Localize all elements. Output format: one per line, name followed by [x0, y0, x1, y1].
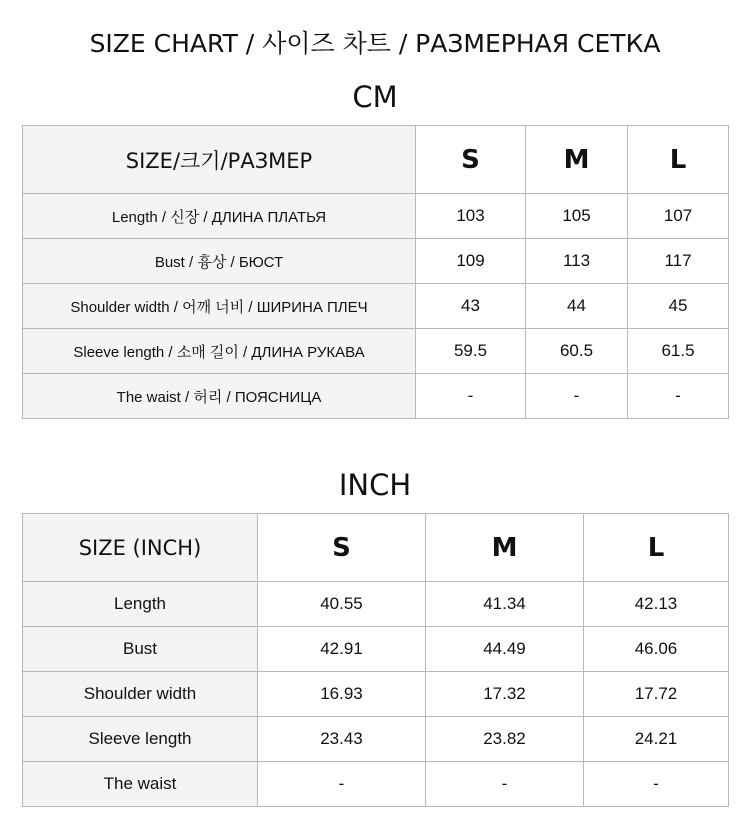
cell-value: 41.34 [426, 582, 584, 627]
cell-value: 113 [526, 239, 628, 284]
row-label: Shoulder width [23, 672, 258, 717]
table-row [23, 627, 729, 672]
table-row [23, 717, 729, 762]
cell-value: 43 [416, 284, 526, 329]
table-row [23, 374, 729, 419]
table-row [23, 239, 729, 284]
cell-value: - [584, 762, 729, 807]
cm-section-heading: CM [352, 80, 398, 114]
cell-value: - [426, 762, 584, 807]
cell-value: 44.49 [426, 627, 584, 672]
table-row [23, 672, 729, 717]
row-label: Shoulder width / 어깨 너비 / ШИРИНА ПЛЕЧ [23, 284, 416, 329]
cell-value: 42.91 [258, 627, 426, 672]
cm-header-row [23, 126, 729, 194]
cell-value: 23.43 [258, 717, 426, 762]
table-row [23, 762, 729, 807]
inch-size-table [22, 513, 729, 807]
cell-value: 107 [628, 194, 729, 239]
page-title: SIZE CHART / 사이즈 차트 / РАЗМЕРНАЯ СЕТКА [89, 29, 661, 58]
cell-value: 17.72 [584, 672, 729, 717]
cell-value: 59.5 [416, 329, 526, 374]
table-row [23, 284, 729, 329]
cell-value: 23.82 [426, 717, 584, 762]
cm-header-size-m: M [526, 126, 628, 194]
cell-value: 61.5 [628, 329, 729, 374]
cell-value: 103 [416, 194, 526, 239]
cm-header-size-s: S [416, 126, 526, 194]
cm-header-size-l: L [628, 126, 729, 194]
cell-value: 42.13 [584, 582, 729, 627]
row-label: Bust / 흉상 / БЮСТ [23, 239, 416, 284]
cell-value: 44 [526, 284, 628, 329]
cell-value: 45 [628, 284, 729, 329]
table-row [23, 194, 729, 239]
cell-value: 117 [628, 239, 729, 284]
row-label: Length [23, 582, 258, 627]
inch-header-label: SIZE (INCH) [23, 514, 258, 582]
cell-value: - [628, 374, 729, 419]
cell-value: 17.32 [426, 672, 584, 717]
row-label: The waist / 허리 / ПОЯСНИЦА [23, 374, 416, 419]
cell-value: 109 [416, 239, 526, 284]
inch-header-size-s: S [258, 514, 426, 582]
row-label: The waist [23, 762, 258, 807]
cell-value: 16.93 [258, 672, 426, 717]
table-row [23, 329, 729, 374]
inch-header-row [23, 514, 729, 582]
cell-value: 40.55 [258, 582, 426, 627]
row-label: Sleeve length / 소매 길이 / ДЛИНА РУКАВА [23, 329, 416, 374]
inch-section-heading: INCH [338, 468, 412, 502]
inch-header-size-l: L [584, 514, 729, 582]
cell-value: 24.21 [584, 717, 729, 762]
cm-header-label: SIZE/크기/РАЗМЕР [23, 126, 416, 194]
row-label: Sleeve length [23, 717, 258, 762]
cell-value: 46.06 [584, 627, 729, 672]
inch-header-size-m: M [426, 514, 584, 582]
cell-value: 105 [526, 194, 628, 239]
cell-value: 60.5 [526, 329, 628, 374]
cell-value: - [526, 374, 628, 419]
cell-value: - [258, 762, 426, 807]
row-label: Length / 신장 / ДЛИНА ПЛАТЬЯ [23, 194, 416, 239]
row-label: Bust [23, 627, 258, 672]
cm-size-table [22, 125, 729, 419]
table-row [23, 582, 729, 627]
cell-value: - [416, 374, 526, 419]
